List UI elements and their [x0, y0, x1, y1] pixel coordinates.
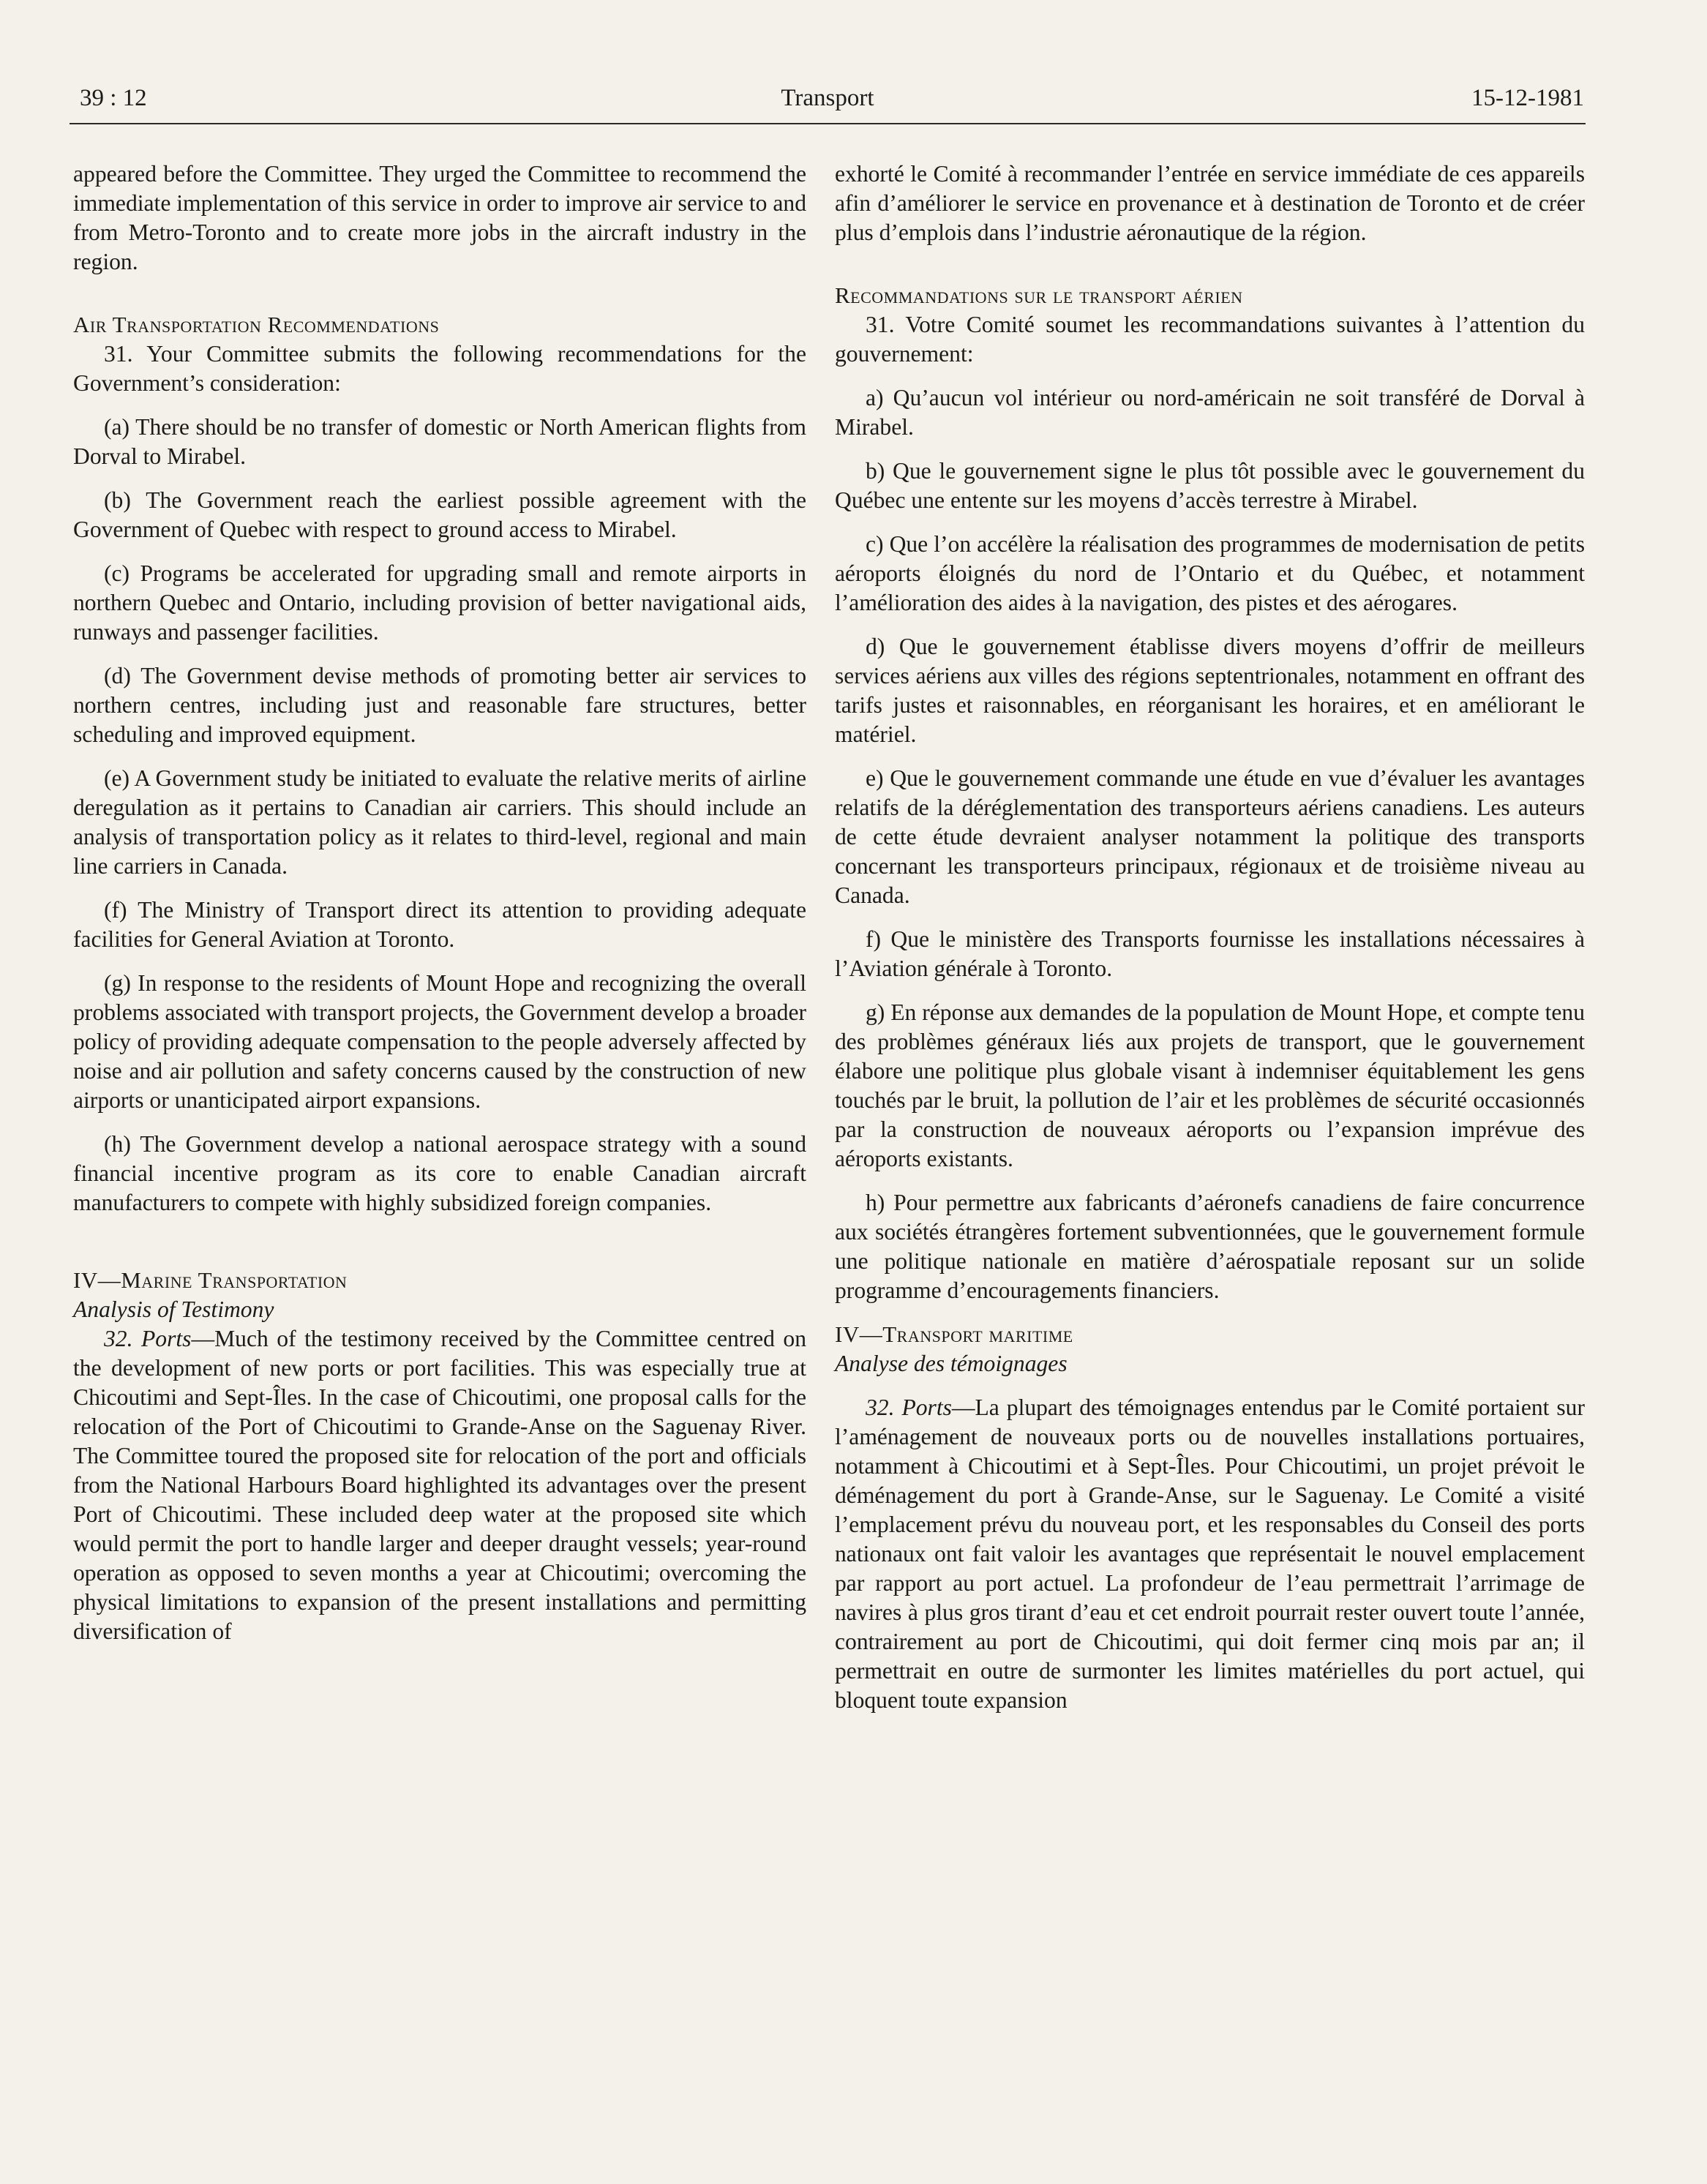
paragraph-32-lead: 32. Ports: [866, 1395, 952, 1420]
paragraph-32-body: —La plupart des témoignages entendus par le Comité portaient sur l’aménagement de nouveaux ports ou de nouvelles installations portuaires, notamment à Chicoutimi et à Sept-Îles. Pour Chicoutimi, un projet prévoit le déménagement du port à Grande-Anse, sur le Saguenay. Le Comité a visité l’emplacement prévu du nouveau port, et les responsables du Conseil des ports nationaux ont fait valoir les avantages que représentait le nouvel emplacement par rapport au port actuel. La profondeur de l’eau permettrait l’arrimage de navires à plus gros tirant d’eau et cet endroit pourrait rester ouvert toute l’année, contrairement au port de Chicoutimi, qui doit fermer cinq mois par an; il permettrait en outre de surmonter les limites matérielles du port actuel, qui bloquent toute expansion: [835, 1395, 1585, 1713]
paragraph-32: [73, 1324, 806, 1646]
section-heading: Air Transportation Recommendations: [73, 312, 440, 337]
recommendation-f: f) Que le ministère des Transports fournisse les installations nécessaires à l’Aviation générale à Toronto.: [835, 926, 1585, 981]
recommendation-g: (g) In response to the residents of Mount Hope and recognizing the overall problems associated with transport projects, the Government develop a broader policy of providing adequate compensation to the people adversely affected by noise and air pollution and safety concerns caused by the construction of new airports or unanticipated airport expansions.: [73, 970, 806, 1113]
recommendation-b: (b) The Government reach the earliest possible agreement with the Government of Quebec with respect to ground access to Mirabel.: [73, 487, 806, 542]
recommendation-e: e) Que le gouvernement commande une étude en vue d’évaluer les avantages relatifs de la déréglementation des transporteurs aériens canadiens. Les auteurs de cette étude devraient analyser notamment la politique des transports concernant les transporteurs principaux, régionaux et de troisième niveau au Canada.: [835, 765, 1585, 908]
part-heading: IV—Marine Transportation: [73, 1267, 348, 1293]
recommendation-c: (c) Programs be accelerated for upgrading small and remote airports in northern Quebec and Ontario, including provision of better navigational aids, runways and passenger facilities.: [73, 560, 806, 645]
paragraph-32: [835, 1393, 1585, 1715]
recommendation-a: a) Qu’aucun vol intérieur ou nord-américain ne soit transféré de Dorval à Mirabel.: [835, 385, 1585, 440]
recommendation-g: g) En réponse aux demandes de la population de Mount Hope, et compte tenu des problèmes généraux liés aux projets de transport, que le gouvernement élabore une politique plus globale visant à indemniser équitablement les gens touchés par le bruit, la pollution de l’air et les problèmes de sécurité occasionnés par la construction de nouveaux aéroports ou l’expansion imprévue des aéroports existants.: [835, 999, 1585, 1171]
recommendation-b: b) Que le gouvernement signe le plus tôt possible avec le gouvernement du Québec une entente sur les moyens d’accès terrestre à Mirabel.: [835, 458, 1585, 513]
sub-heading: Analyse des témoignages: [835, 1351, 1068, 1376]
sub-heading: Analysis of Testimony: [73, 1296, 274, 1322]
page-reference: 39 : 12: [80, 85, 147, 111]
recommendation-f: (f) The Ministry of Transport direct its attention to providing adequate facilities for General Aviation at Toronto.: [73, 897, 806, 952]
english-column: [73, 160, 806, 1646]
running-title: Transport: [781, 85, 874, 111]
recommendation-a: (a) There should be no transfer of domestic or North American flights from Dorval to Mirabel.: [73, 414, 806, 469]
paragraph-32-lead: 32. Ports: [104, 1326, 192, 1351]
french-column: [835, 160, 1585, 1715]
paragraph-32-body: —Much of the testimony received by the Committee centred on the development of new ports or port facilities. This was especially true at Chicoutimi and Sept-Îles. In the case of Chicoutimi, one proposal calls for the relocation of the Port of Chicoutimi to Grande-Anse on the Saguenay River. The Committee toured the proposed site for relocation of the port and officials from the National Harbours Board highlighted its advantages over the present Port of Chicoutimi. These included deep water at the proposed site which would permit the port to handle larger and deeper draught vessels; year-round operation as opposed to seven months a year at Chicoutimi; overcoming the physical limitations to expansion of the present installations and permitting diversification of: [73, 1326, 806, 1644]
paragraph-31: 31. Your Committee submits the following recommendations for the Government’s consideration:: [73, 341, 806, 396]
section-heading: Recommandations sur le transport aérien: [835, 282, 1243, 308]
paragraph-31: 31. Votre Comité soumet les recommandations suivantes à l’attention du gouvernement:: [835, 312, 1585, 367]
recommendation-h: h) Pour permettre aux fabricants d’aéronefs canadiens de faire concurrence aux sociétés étrangères fortement subventionnées, que le gouvernement formule une politique nationale en matière d’aérospatiale reposant sur un solide programme d’encouragements financiers.: [835, 1190, 1585, 1303]
page-header: [70, 80, 1586, 124]
intro-paragraph: exhorté le Comité à recommander l’entrée en service immédiate de ces appareils afin d’améliorer le service en provenance et à destination de Toronto et de créer plus d’emplois dans l’industrie aéronautique de la région.: [835, 161, 1585, 245]
recommendation-h: (h) The Government develop a national aerospace strategy with a sound financial incentive program as its core to enable Canadian aircraft manufacturers to compete with highly subsidized foreign companies.: [73, 1131, 806, 1215]
part-heading: IV—Transport maritime: [835, 1321, 1073, 1347]
header-date: 15-12-1981: [1471, 85, 1584, 111]
recommendation-c: c) Que l’on accélère la réalisation des programmes de modernisation de petits aéroports éloignés du nord de l’Ontario et du Québec, et notamment l’amélioration des aides à la navigation, des pistes et des aérogares.: [835, 531, 1585, 615]
recommendation-d: d) Que le gouvernement établisse divers moyens d’offrir de meilleurs services aériens aux villes des régions septentrionales, notamment en offrant des tarifs justes et raisonnables, en réorganisant les horaires, et en améliorant le matériel.: [835, 634, 1585, 747]
intro-paragraph: appeared before the Committee. They urged the Committee to recommend the immediate implementation of this service in order to improve air service to and from Metro-Toronto and to create more jobs in the aircraft industry in the region.: [73, 161, 806, 274]
recommendation-e: (e) A Government study be initiated to evaluate the relative merits of airline deregulation as it pertains to Canadian air carriers. This should include an analysis of transportation policy as it relates to third-level, regional and main line carriers in Canada.: [73, 765, 806, 879]
recommendation-d: (d) The Government devise methods of promoting better air services to northern centres, including just and reasonable fare structures, better scheduling and improved equipment.: [73, 663, 806, 747]
